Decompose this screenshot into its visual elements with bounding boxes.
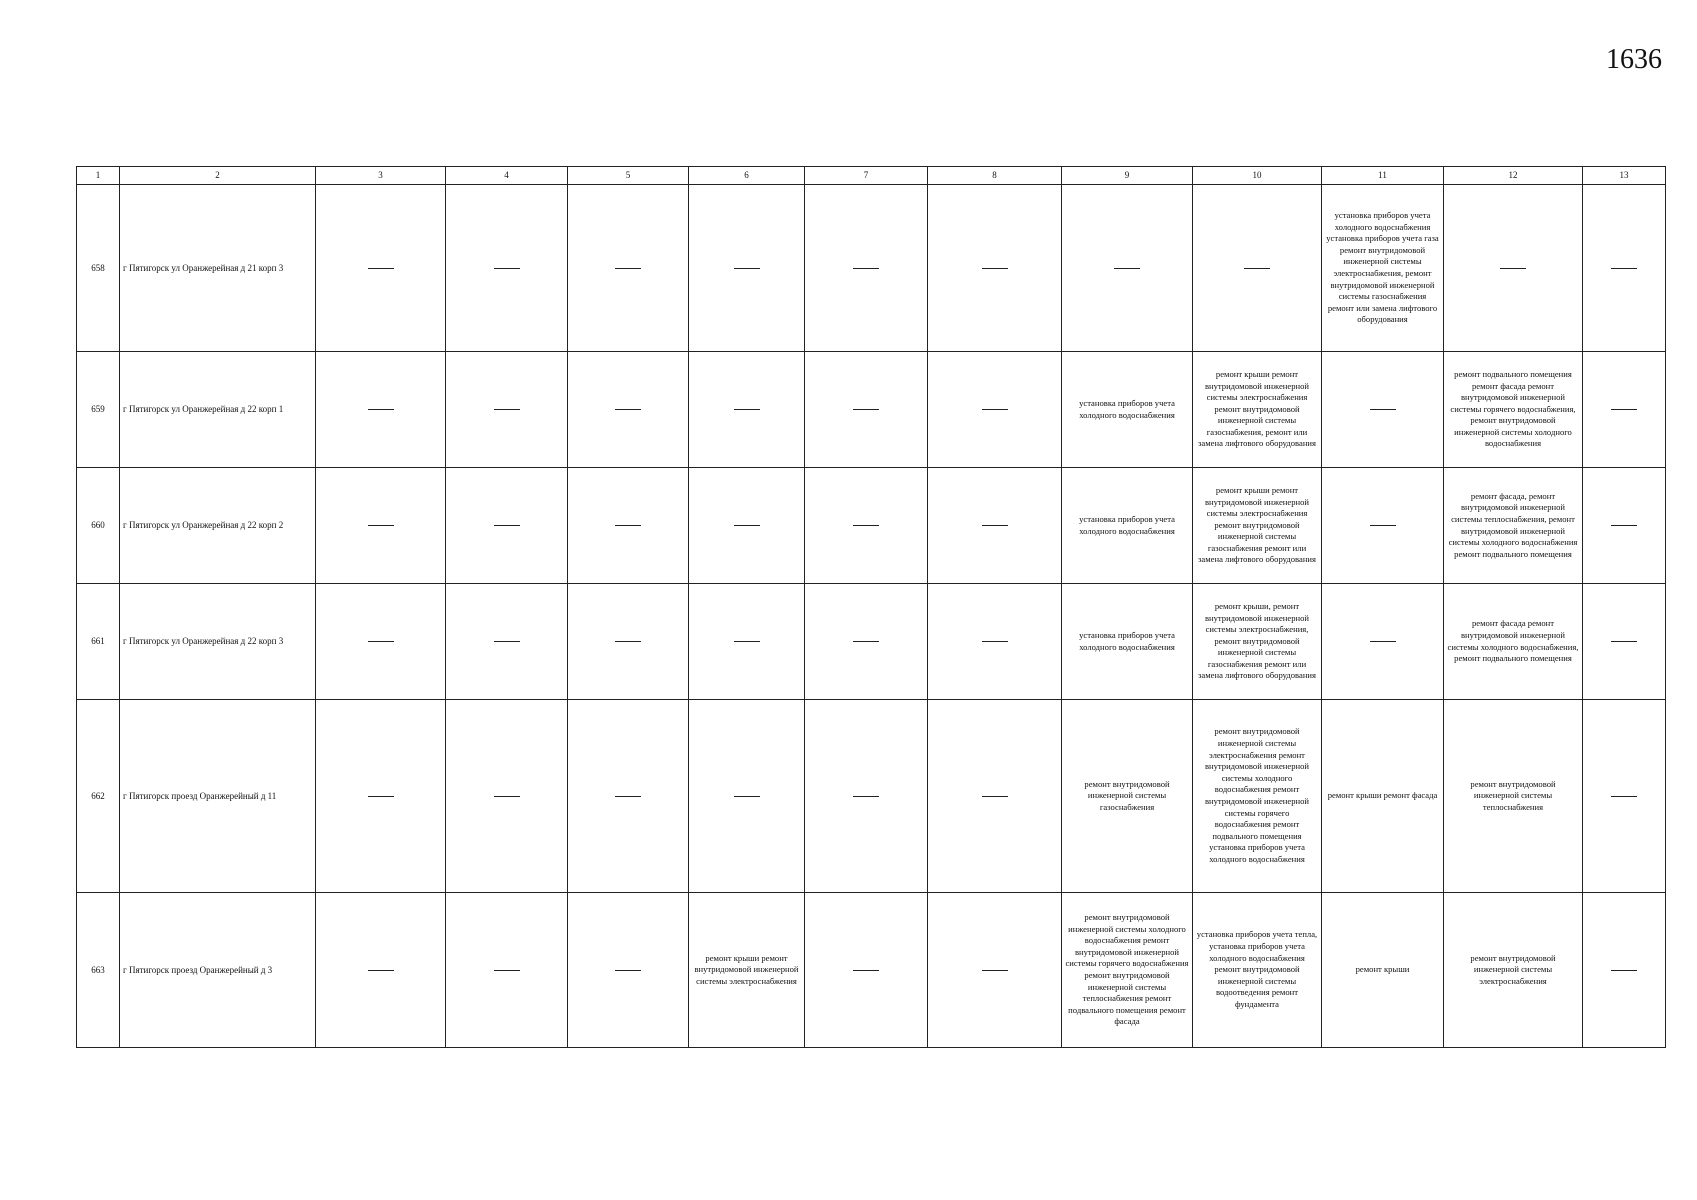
row-number: 658 (77, 185, 120, 352)
empty-cell (1193, 185, 1322, 352)
dash-mark (853, 525, 879, 526)
work-description: установка приборов учета холодного водоснабжения (1079, 513, 1175, 536)
dash-mark (734, 796, 760, 797)
dash-mark (853, 409, 879, 410)
work-description-cell (1193, 584, 1322, 700)
dash-mark (1114, 268, 1140, 269)
column-header: 5 (568, 167, 689, 185)
empty-cell (1062, 185, 1193, 352)
empty-cell (1583, 185, 1666, 352)
dash-mark (1611, 641, 1637, 642)
empty-cell (805, 185, 928, 352)
dash-mark (494, 525, 520, 526)
dash-mark (368, 796, 394, 797)
row-number: 661 (77, 584, 120, 700)
work-description-cell (1193, 352, 1322, 468)
dash-mark (1611, 409, 1637, 410)
column-header: 2 (120, 167, 316, 185)
empty-cell (446, 584, 568, 700)
table-row (77, 893, 1666, 1048)
empty-cell (316, 468, 446, 584)
column-header: 6 (689, 167, 805, 185)
work-description: установка приборов учета холодного водоснабжения установка приборов учета газа ремонт внутридомовой инженерной системы электроснабжения, ремонт внутридомовой инженерной системы газоснабжения ремонт или замена лифтового оборудования (1326, 210, 1439, 325)
empty-cell (1583, 584, 1666, 700)
table-row (77, 700, 1666, 893)
work-description: установка приборов учета холодного водоснабжения (1079, 397, 1175, 420)
work-description: установка приборов учета тепла, установка приборов учета холодного водоснабжения ремонт внутридомовой инженерной системы водоотведения ремонт фундамента (1196, 929, 1318, 1009)
work-description: ремонт внутридомовой инженерной системы электроснабжения (1470, 952, 1556, 986)
empty-cell (805, 468, 928, 584)
dash-mark (1611, 796, 1637, 797)
work-description: ремонт подвального помещения ремонт фасада ремонт внутридомовой инженерной системы горячего водоснабжения, ремонт внутридомовой инженерной системы холодного водоснабжения (1450, 368, 1576, 449)
empty-cell (568, 893, 689, 1048)
dash-mark (1370, 525, 1396, 526)
dash-mark (734, 268, 760, 269)
empty-cell (1322, 584, 1444, 700)
address-cell: г Пятигорск проезд Оранжерейный д 11 (120, 700, 316, 893)
work-description-cell (1062, 700, 1193, 893)
work-description: ремонт внутридомовой инженерной системы теплоснабжения (1470, 778, 1556, 812)
empty-cell (568, 352, 689, 468)
work-description-cell (1322, 700, 1444, 893)
empty-cell (1583, 468, 1666, 584)
empty-cell (568, 700, 689, 893)
empty-cell (928, 584, 1062, 700)
empty-cell (1322, 352, 1444, 468)
dash-mark (368, 409, 394, 410)
page-number: 1636 (1606, 44, 1662, 75)
work-description-cell (1322, 893, 1444, 1048)
work-description-cell (1444, 352, 1583, 468)
empty-cell (689, 584, 805, 700)
empty-cell (316, 352, 446, 468)
work-description: ремонт внутридомовой инженерной системы электроснабжения ремонт внутридомовой инженерной системы холодного водоснабжения ремонт внутридомовой инженерной системы горячего водоснабжения ремонт подвального помещения установка приборов учета холодного водоснабжения (1204, 726, 1310, 864)
work-description: ремонт внутридомовой инженерной системы холодного водоснабжения ремонт внутридомовой инженерной системы горячего водоснабжения ремонт внутридомовой инженерной системы теплоснабжения ремонт подвального помещения ремонт фасада (1065, 912, 1189, 1027)
dash-mark (494, 268, 520, 269)
empty-cell (689, 700, 805, 893)
works-table (76, 166, 1666, 1048)
work-description-cell (1444, 893, 1583, 1048)
dash-mark (368, 268, 394, 269)
dash-mark (494, 641, 520, 642)
dash-mark (853, 970, 879, 971)
dash-mark (1611, 525, 1637, 526)
dash-mark (1370, 641, 1396, 642)
dash-mark (734, 409, 760, 410)
table-row (77, 185, 1666, 352)
work-description-cell (1322, 185, 1444, 352)
row-number: 663 (77, 893, 120, 1048)
work-description-cell (1444, 700, 1583, 893)
dash-mark (1611, 268, 1637, 269)
dash-mark (615, 409, 641, 410)
dash-mark (982, 409, 1008, 410)
work-description: ремонт крыши ремонт внутридомовой инженерной системы электроснабжения ремонт внутридомовой инженерной системы газоснабжения ремонт или замена лифтового оборудования (1198, 484, 1316, 565)
work-description-cell (1193, 468, 1322, 584)
empty-cell (568, 468, 689, 584)
dash-mark (734, 641, 760, 642)
dash-mark (982, 970, 1008, 971)
empty-cell (1322, 468, 1444, 584)
row-number: 660 (77, 468, 120, 584)
table-row (77, 584, 1666, 700)
address-cell: г Пятигорск ул Оранжерейная д 22 корп 1 (120, 352, 316, 468)
work-description-cell (1062, 893, 1193, 1048)
work-description-cell (1193, 893, 1322, 1048)
work-description-cell (1444, 468, 1583, 584)
column-header: 7 (805, 167, 928, 185)
address-cell: г Пятигорск ул Оранжерейная д 21 корп 3 (120, 185, 316, 352)
dash-mark (1611, 970, 1637, 971)
work-description-cell (1062, 468, 1193, 584)
dash-mark (734, 525, 760, 526)
dash-mark (982, 525, 1008, 526)
dash-mark (853, 641, 879, 642)
empty-cell (568, 185, 689, 352)
dash-mark (494, 796, 520, 797)
dash-mark (1500, 268, 1526, 269)
work-description: ремонт внутридомовой инженерной системы газоснабжения (1084, 778, 1170, 812)
empty-cell (446, 893, 568, 1048)
empty-cell (316, 700, 446, 893)
column-header: 13 (1583, 167, 1666, 185)
dash-mark (615, 796, 641, 797)
work-description: ремонт крыши (1355, 964, 1410, 975)
table-row (77, 468, 1666, 584)
work-description: ремонт фасада ремонт внутридомовой инженерной системы холодного водоснабжения, ремонт подвального помещения (1447, 618, 1579, 664)
column-header: 1 (77, 167, 120, 185)
dash-mark (368, 525, 394, 526)
empty-cell (316, 584, 446, 700)
work-description-cell (689, 893, 805, 1048)
empty-cell (1583, 352, 1666, 468)
empty-cell (446, 700, 568, 893)
dash-mark (982, 641, 1008, 642)
row-number: 659 (77, 352, 120, 468)
empty-cell (805, 584, 928, 700)
empty-cell (316, 185, 446, 352)
work-description: ремонт крыши ремонт внутридомовой инженерной системы электроснабжения ремонт внутридомовой инженерной системы газоснабжения, ремонт или замена лифтового оборудования (1198, 368, 1316, 449)
dash-mark (494, 970, 520, 971)
column-header: 9 (1062, 167, 1193, 185)
dash-mark (853, 796, 879, 797)
empty-cell (689, 468, 805, 584)
empty-cell (805, 893, 928, 1048)
address-cell: г Пятигорск проезд Оранжерейный д 3 (120, 893, 316, 1048)
work-description-cell (1444, 584, 1583, 700)
dash-mark (982, 796, 1008, 797)
work-description-cell (1193, 700, 1322, 893)
empty-cell (1583, 893, 1666, 1048)
work-description: установка приборов учета холодного водоснабжения (1079, 629, 1175, 652)
empty-cell (805, 700, 928, 893)
address-cell: г Пятигорск ул Оранжерейная д 22 корп 3 (120, 584, 316, 700)
work-description: ремонт крыши ремонт внутридомовой инженерной системы электроснабжения (694, 952, 799, 986)
work-description-cell (1062, 584, 1193, 700)
dash-mark (615, 268, 641, 269)
empty-cell (446, 352, 568, 468)
work-description-cell (1062, 352, 1193, 468)
column-header: 10 (1193, 167, 1322, 185)
column-header: 11 (1322, 167, 1444, 185)
address-cell: г Пятигорск ул Оранжерейная д 22 корп 2 (120, 468, 316, 584)
work-description: ремонт крыши, ремонт внутридомовой инженерной системы электроснабжения, ремонт внутридомовой инженерной системы газоснабжения ремонт или замена лифтового оборудования (1198, 600, 1316, 681)
empty-cell (928, 893, 1062, 1048)
column-header: 4 (446, 167, 568, 185)
empty-cell (316, 893, 446, 1048)
empty-cell (928, 700, 1062, 893)
dash-mark (368, 970, 394, 971)
work-description: ремонт фасада, ремонт внутридомовой инженерной системы теплоснабжения, ремонт внутридомовой инженерной системы холодного водоснабжения ремонт подвального помещения (1448, 490, 1578, 559)
empty-cell (1444, 185, 1583, 352)
empty-cell (1583, 700, 1666, 893)
empty-cell (568, 584, 689, 700)
empty-cell (689, 185, 805, 352)
dash-mark (1244, 268, 1270, 269)
dash-mark (615, 641, 641, 642)
column-header: 3 (316, 167, 446, 185)
empty-cell (805, 352, 928, 468)
table-body (77, 185, 1666, 1048)
table-row (77, 352, 1666, 468)
empty-cell (928, 468, 1062, 584)
dash-mark (982, 268, 1008, 269)
column-number-row (77, 167, 1666, 185)
dash-mark (1370, 409, 1396, 410)
column-header: 8 (928, 167, 1062, 185)
dash-mark (368, 641, 394, 642)
work-description: ремонт крыши ремонт фасада (1327, 790, 1438, 801)
empty-cell (928, 352, 1062, 468)
empty-cell (446, 185, 568, 352)
empty-cell (689, 352, 805, 468)
dash-mark (494, 409, 520, 410)
dash-mark (615, 970, 641, 971)
empty-cell (928, 185, 1062, 352)
empty-cell (446, 468, 568, 584)
row-number: 662 (77, 700, 120, 893)
column-header: 12 (1444, 167, 1583, 185)
dash-mark (615, 525, 641, 526)
dash-mark (853, 268, 879, 269)
